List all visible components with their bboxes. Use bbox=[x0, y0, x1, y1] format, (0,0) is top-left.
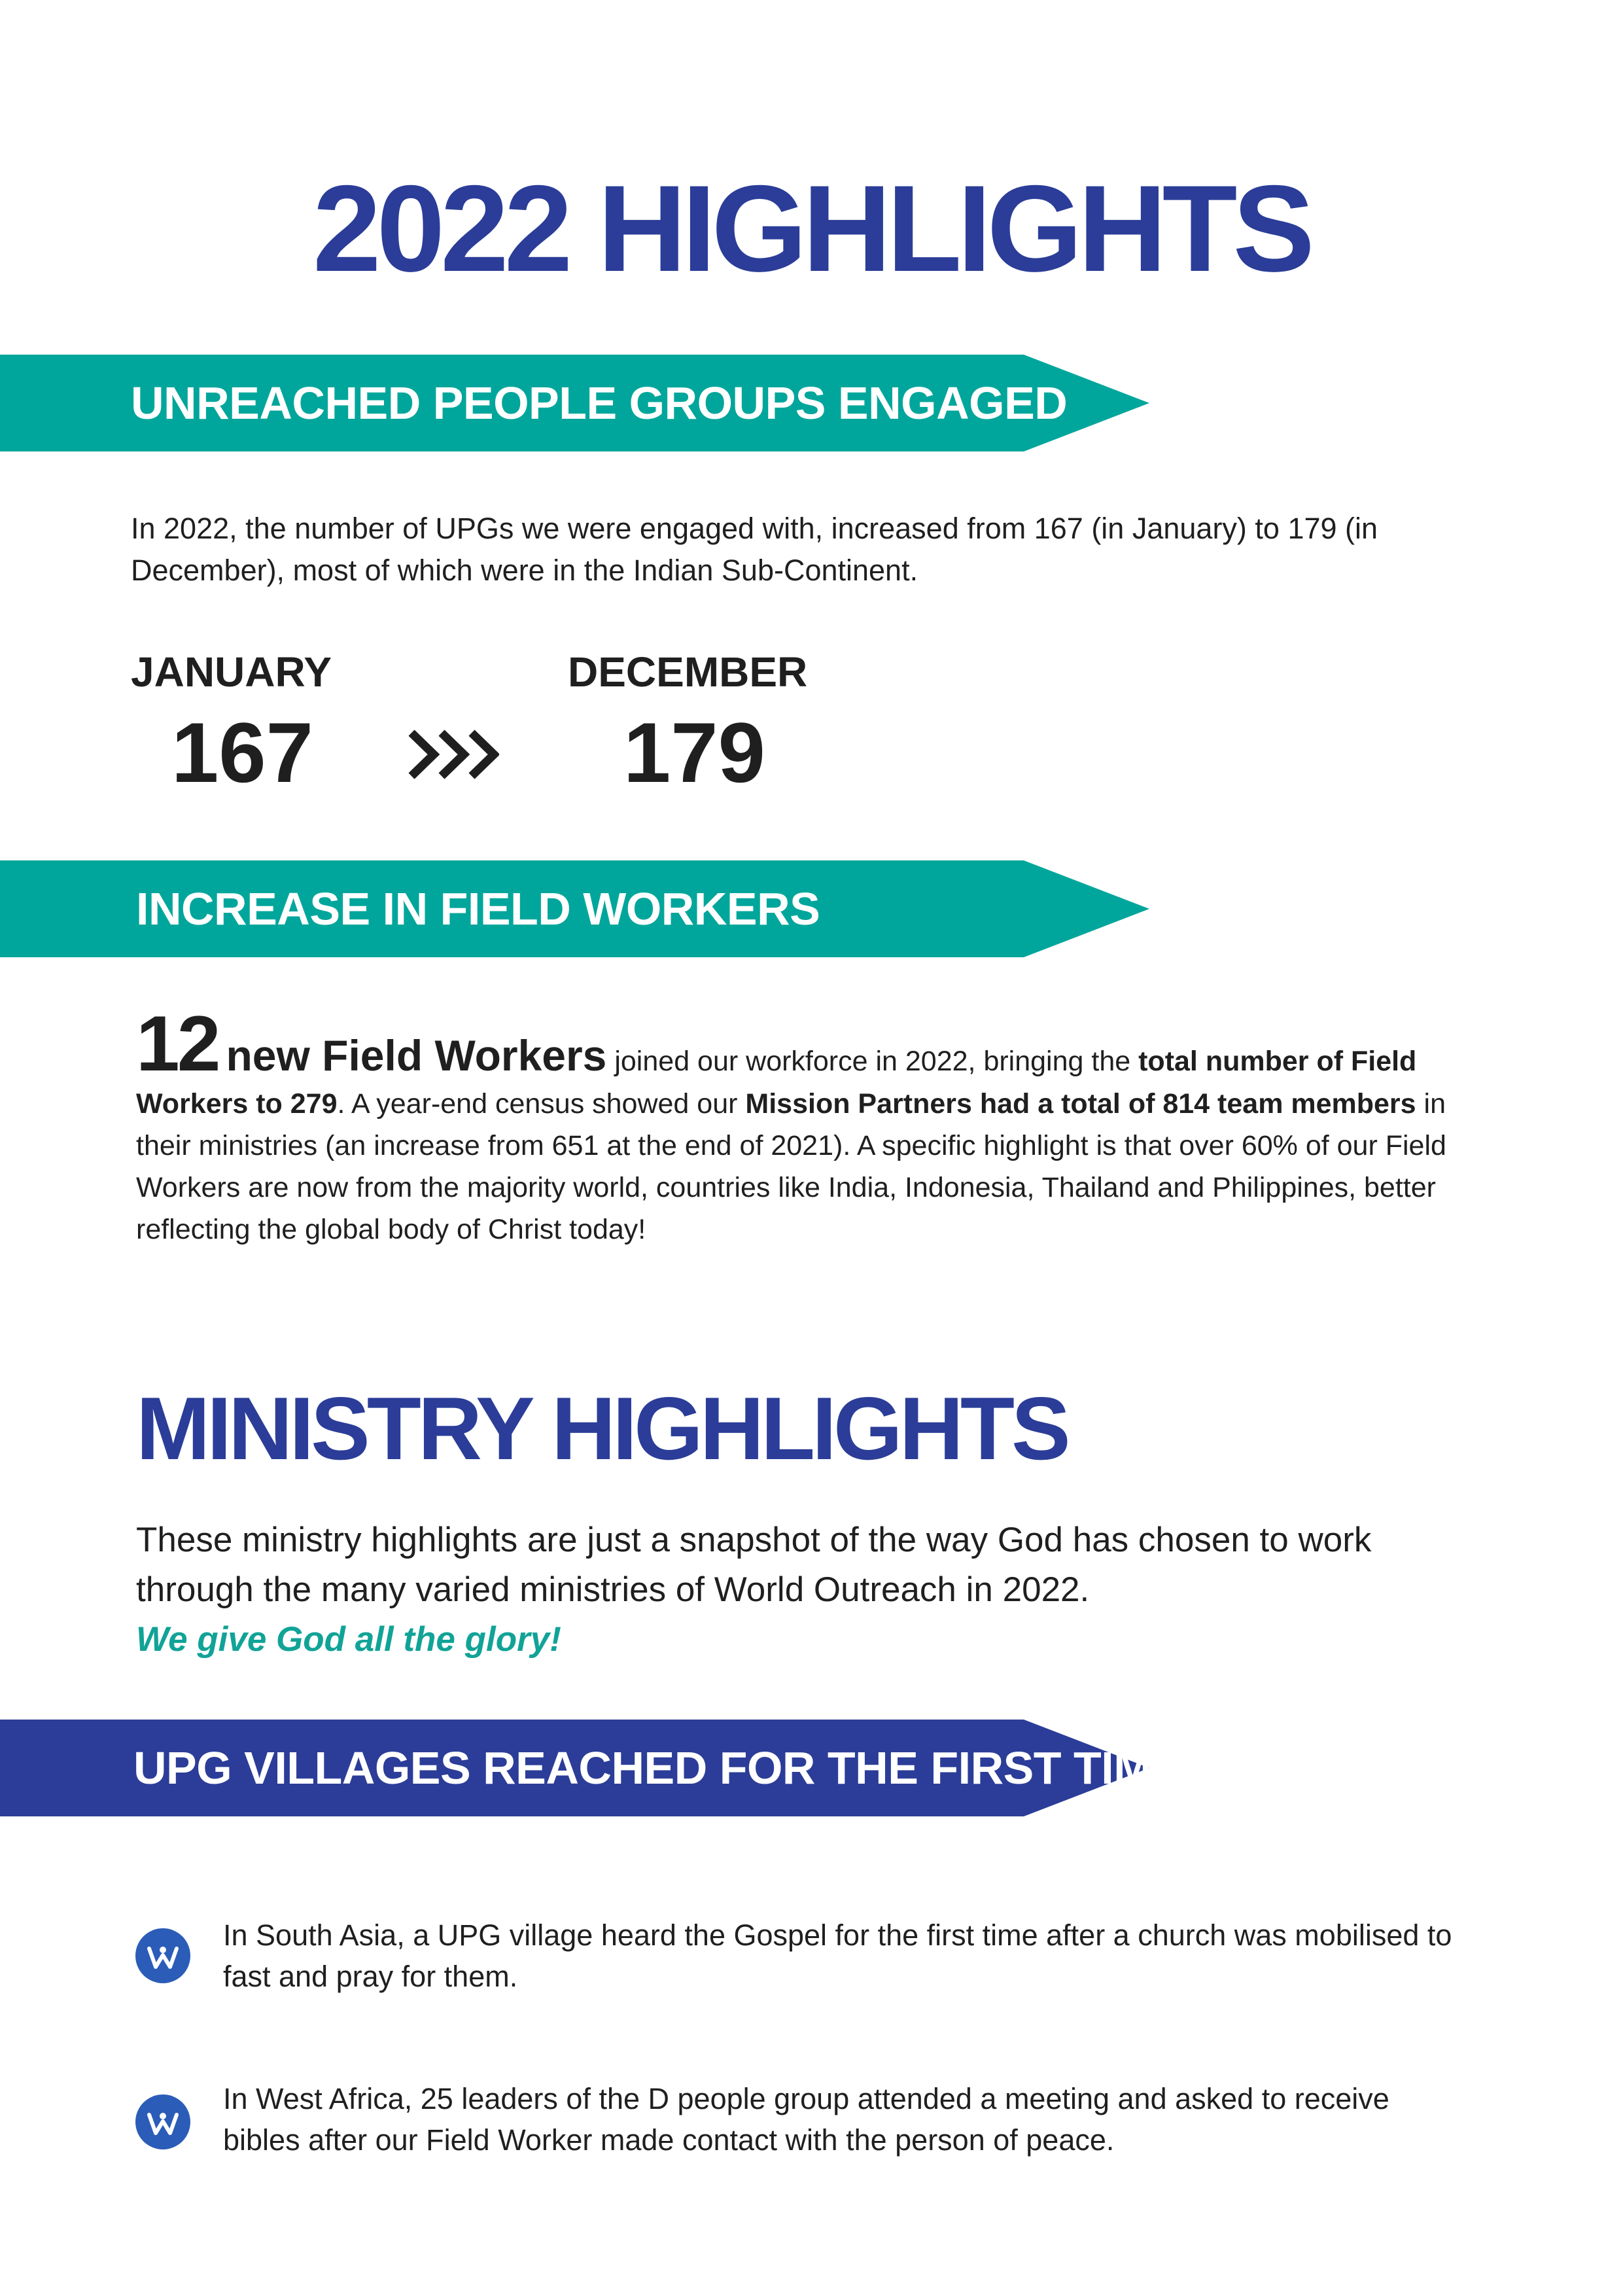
dec-value: 179 bbox=[623, 705, 765, 800]
world-outreach-logo-icon bbox=[135, 1928, 191, 1987]
section-banner-upg bbox=[0, 355, 1151, 451]
ministry-intro-text: These ministry highlights are just a snapshot of the way God has chosen to work through the many varied ministries of World Outreach in 2022. bbox=[136, 1521, 1372, 1609]
section-banner-workers bbox=[0, 860, 1151, 957]
section-banner-workers-label: INCREASE IN FIELD WORKERS bbox=[136, 883, 820, 934]
jan-value: 167 bbox=[171, 705, 313, 800]
world-outreach-logo-icon bbox=[135, 2094, 191, 2153]
ministry-title: MINISTRY HIGHLIGHTS bbox=[136, 1379, 1068, 1478]
workers-text-3: in their ministries (an increase from 651 at the end of 2021). A specific highlight is that over 60% of our Field Workers are now from the majority world, countries like India, Indonesia, Thailand and Philippines, better reflecting the global body of Christ today! bbox=[136, 1088, 1446, 1245]
section-banner-villages bbox=[0, 1720, 1182, 1816]
upg-description: In 2022, the number of UPGs we were engaged with, increased from 167 (in January) to 179 (in December), most of which were in the Indian Sub-Continent. bbox=[131, 512, 1378, 587]
workers-text-2: . A year-end census showed our bbox=[337, 1088, 746, 1120]
section-banner-upg-label: UNREACHED PEOPLE GROUPS ENGAGED bbox=[131, 378, 1068, 429]
list-item: In South Asia, a UPG village heard the Gospel for the first time after a church was mobilised to fast and pray for them. bbox=[223, 1918, 1452, 1993]
workers-text-1: joined our workforce in 2022, bringing the bbox=[606, 1046, 1139, 1077]
triple-chevron-right-icon bbox=[408, 729, 499, 783]
glory-tagline: We give God all the glory! bbox=[136, 1620, 561, 1659]
workers-bold-partners: Mission Partners had a total of 814 team members bbox=[745, 1088, 1416, 1120]
new-workers-label: new Field Workers bbox=[226, 1031, 607, 1080]
dec-label: DECEMBER bbox=[568, 648, 808, 696]
field-workers-paragraph bbox=[136, 1000, 1451, 1250]
new-workers-count: 12 bbox=[136, 1000, 218, 1087]
page-title: 2022 HIGHLIGHTS bbox=[313, 160, 1310, 297]
list-item: In West Africa, 25 leaders of the D people group attended a meeting and asked to receive bibles after our Field Worker made contact with the person of peace. bbox=[223, 2082, 1389, 2157]
jan-label: JANUARY bbox=[131, 648, 332, 696]
section-banner-villages-label: UPG VILLAGES REACHED FOR THE FIRST TIME bbox=[133, 1742, 1182, 1793]
ministry-intro bbox=[136, 1515, 1451, 1665]
workers-bold-total: total number of Field Workers to 279 bbox=[136, 1046, 1417, 1120]
